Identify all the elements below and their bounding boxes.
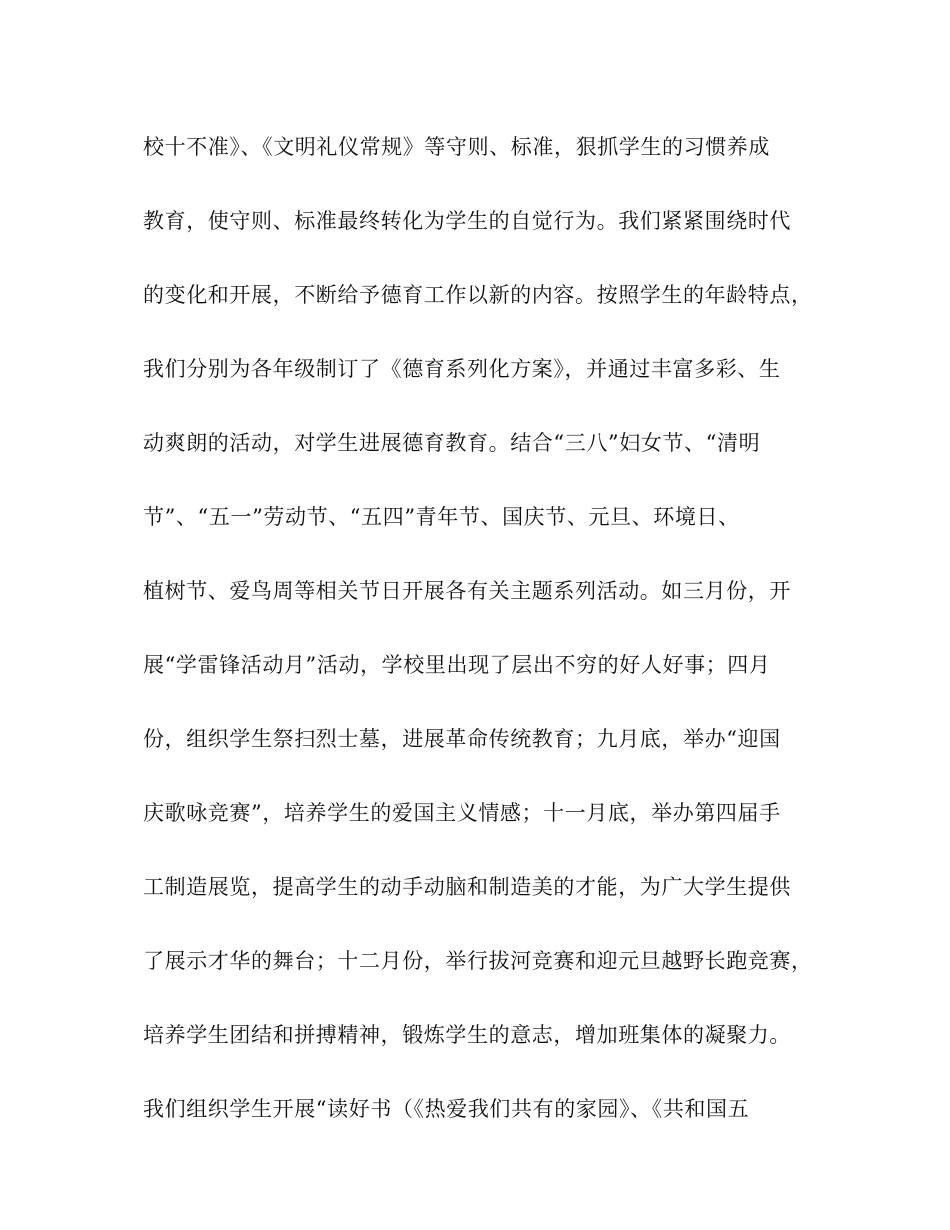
text-line: 我们组织学生开展“读好书（《热爱我们共有的家园》、《共和国五 (143, 1097, 750, 1121)
text-line: 教育，使守则、标准最终转化为学生的自觉行为。我们紧紧围绕时代 (143, 209, 791, 233)
text-line: 了展示才华的舞台；十二月份，举行拔河竞赛和迎元旦越野长跑竞赛， (143, 949, 813, 973)
text-line: 动爽朗的活动，对学生进展德育教育。结合“三八”妇女节、“清明 (143, 431, 761, 455)
text-line: 的变化和开展，不断给予德育工作以新的内容。按照学生的年龄特点， (143, 283, 813, 307)
text-line: 庆歌咏竞赛”，培养学生的爱国主义情感；十一月底，举办第四届手 (143, 801, 781, 825)
text-line: 份，组织学生祭扫烈士墓，进展革命传统教育；九月底，举办“迎国 (143, 727, 781, 751)
body-paragraph (143, 110, 823, 1146)
text-line: 展“学雷锋活动月”活动，学校里出现了层出不穷的好人好事；四月 (143, 653, 771, 677)
text-line: 我们分别为各年级制订了《德育系列化方案》，并通过丰富多彩、生 (143, 357, 781, 381)
text-line: 培养学生团结和拼搏精神，锻炼学生的意志，增加班集体的凝聚力。 (143, 1023, 791, 1047)
text-line: 节”、“五一”劳动节、“五四”青年节、国庆节、元旦、环境日、 (143, 505, 740, 529)
text-line: 植树节、爱鸟周等相关节日开展各有关主题系列活动。如三月份，开 (143, 579, 791, 603)
text-line: 校十不准》、《文明礼仪常规》等守则、标准，狠抓学生的习惯养成 (143, 135, 770, 159)
text-line: 工制造展览，提高学生的动手动脑和制造美的才能，为广大学生提供 (143, 875, 791, 899)
